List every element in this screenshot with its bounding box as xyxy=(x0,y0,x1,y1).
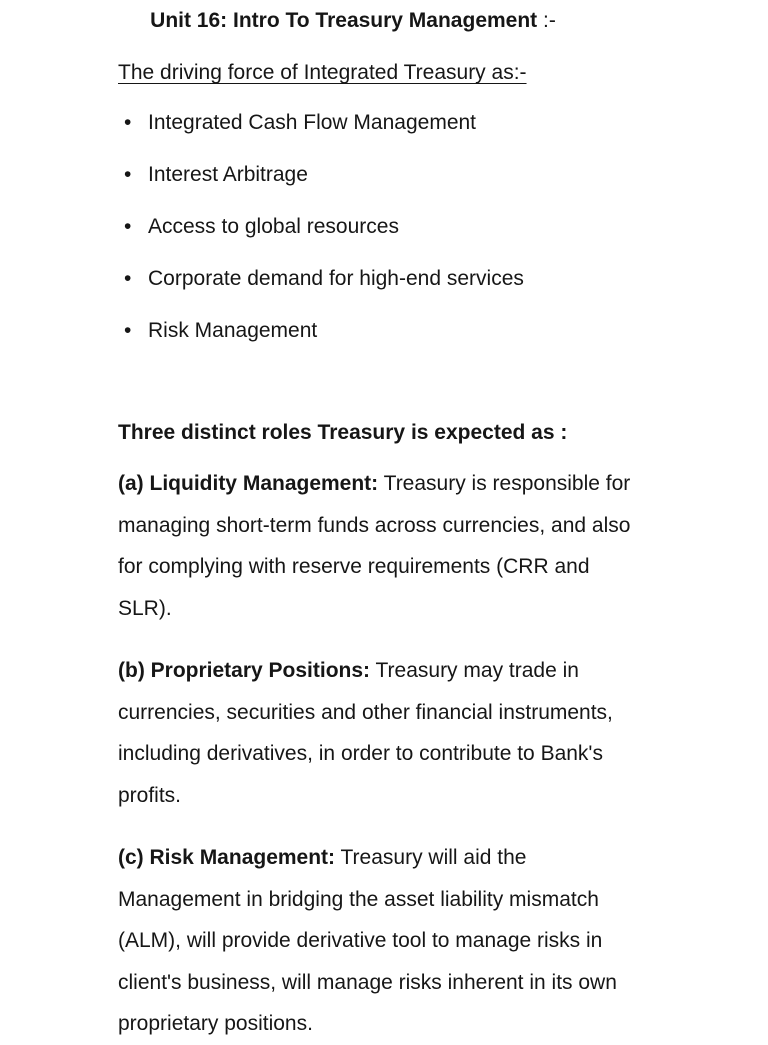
title-suffix: :- xyxy=(537,9,556,32)
bullet-icon: • xyxy=(124,215,132,238)
list-item xyxy=(118,316,638,368)
role-paragraph xyxy=(118,837,638,1045)
bullet-icon: • xyxy=(124,111,132,134)
role-label: (b) Proprietary Positions: xyxy=(118,659,371,682)
list-item-text: Interest Arbitrage xyxy=(148,163,308,186)
drivers-list xyxy=(118,108,638,368)
list-item xyxy=(118,212,638,264)
list-item xyxy=(118,264,638,316)
role-text: Treasury will aid the Management in bridging the asset liability mismatch (ALM), will provide derivative tool to manage risks in client's business, will manage risks inherent in its own proprietary positions. xyxy=(118,846,617,1035)
role-label: (c) Risk Management: xyxy=(118,846,336,869)
role-paragraph xyxy=(118,650,638,816)
role-text: Treasury may trade in currencies, securities and other financial instruments, including derivatives, in order to contribute to Bank's profits. xyxy=(118,659,613,807)
list-item-text: Risk Management xyxy=(148,319,318,342)
role-proprietary-positions xyxy=(118,650,638,816)
role-text: Treasury is responsible for managing short-term funds across currencies, and also for complying with reserve requirements (CRR and SLR). xyxy=(118,472,631,620)
page-title xyxy=(108,0,598,38)
bullet-icon: • xyxy=(124,319,132,342)
document-page xyxy=(118,0,638,1045)
list-item xyxy=(118,160,638,212)
list-item-text: Access to global resources xyxy=(148,215,399,238)
role-risk-management xyxy=(118,837,638,1045)
role-paragraph xyxy=(118,463,638,629)
bullet-icon: • xyxy=(124,163,132,186)
list-item-text: Corporate demand for high-end services xyxy=(148,267,524,290)
role-label: (a) Liquidity Management: xyxy=(118,472,379,495)
section-subtitle: The driving force of Integrated Treasury as:- xyxy=(118,61,527,84)
role-liquidity-management xyxy=(118,463,638,629)
roles-heading: Three distinct roles Treasury is expected as : xyxy=(118,421,568,444)
list-item xyxy=(118,108,638,160)
title-text: Unit 16: Intro To Treasury Management xyxy=(150,9,538,32)
bullet-icon: • xyxy=(124,267,132,290)
list-item-text: Integrated Cash Flow Management xyxy=(148,111,477,134)
